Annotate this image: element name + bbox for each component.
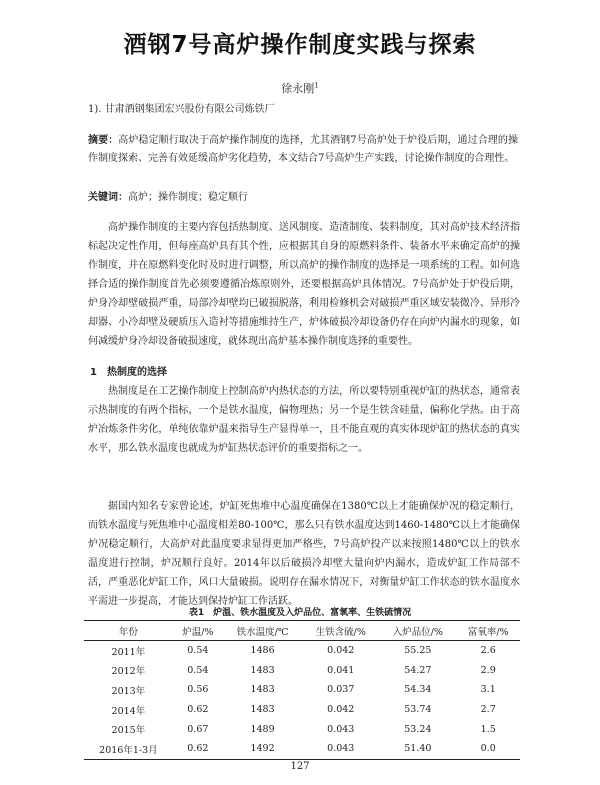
abstract xyxy=(88,132,518,168)
table-header-cell: 富氧率/% xyxy=(467,626,509,638)
intro-body xyxy=(88,218,520,351)
section-heading: 1 热制度的选择 xyxy=(90,367,167,378)
table-cell: 1483 xyxy=(250,664,275,676)
keywords xyxy=(88,188,248,203)
table-cell: 0.67 xyxy=(187,723,209,735)
table-header-cell: 铁水温度/℃ xyxy=(236,626,289,638)
paper-title: 酒钢7号高炉操作制度实践与探索 xyxy=(123,32,477,58)
table-cell: 1483 xyxy=(250,684,275,696)
page-number: 127 xyxy=(290,761,310,772)
abstract-label: 摘要： xyxy=(88,135,119,146)
table-cell: 1489 xyxy=(250,723,275,735)
table-row xyxy=(84,680,520,700)
author-affiliation-mark: 1 xyxy=(314,81,319,90)
keywords-text: 高炉；操作制度；稳定顺行 xyxy=(128,192,248,203)
table-header-cell: 生铁含硫/% xyxy=(315,626,366,638)
table-cell: 2014年 xyxy=(111,705,146,717)
table-cell: 2013年 xyxy=(111,685,146,697)
data-table xyxy=(84,620,520,760)
table-header-cell: 年份 xyxy=(118,626,138,638)
table-cell: 2015年 xyxy=(111,725,146,737)
table-cell: 51.40 xyxy=(404,743,432,755)
table-cell: 1486 xyxy=(250,645,275,657)
table-cell: 2016年1-3月 xyxy=(99,744,158,756)
keywords-label: 关键词： xyxy=(88,192,128,203)
section-paragraph-1: 热制度是在工艺操作制度上控制高炉内热状态的方法，所以要特别重视炉缸的热状态，通常表示热制度的有两个指标，一个是铁水温度，偏物理热；另一个是生铁含硅量，偏称化学热。由于高炉冶炼条件劣化，单纯依靠炉温来指导生产显得单一，且不能直观的真实体现炉缸的热状态的真实水平，那么铁水温度也就成为炉缸热状态评价的重要指标之一。 xyxy=(88,386,520,454)
table-cell: 0.0 xyxy=(480,743,496,755)
section-paragraph-2: 据国内知名专家曾论述，炉缸死焦堆中心温度确保在1380℃以上才能确保炉况的稳定顺行，而铁水温度与死焦堆中心温度相差80-100℃，那么只有铁水温度达到1460-1480℃以上才能确保炉况稳定顺行，大高炉对此温度要求显得更加严格些，7号高炉投产以来按照1480℃以上的铁水温度进行控制，炉况顺行良好。2014年以后破损冷却壁大量向炉内漏水，造成炉缸工作局部不活，严重恶化炉缸工作，风口大量破损。说明存在漏水情况下，对衡量炉缸工作状态的铁水温度水平需进一步提高，才能达到保持炉缸工作活跃。 xyxy=(88,501,520,607)
section-body-2 xyxy=(88,497,520,611)
table-cell: 0.043 xyxy=(327,743,355,755)
table-header-cell: 炉温/% xyxy=(182,626,214,638)
abstract-text: 高炉稳定顺行取决于高炉操作制度的选择，尤其酒钢7号高炉处于炉役后期，通过合理的操作制度探索、完善有效延缓高炉劣化趋势，本文结合7号高炉生产实践，讨论操作制度的合理性。 xyxy=(88,135,518,164)
table-row xyxy=(84,719,520,739)
table-row xyxy=(84,739,520,759)
table-cell: 54.27 xyxy=(404,664,432,676)
table-row xyxy=(84,661,520,681)
table-cell: 0.56 xyxy=(187,684,209,696)
table-header-cell: 入炉品位/% xyxy=(392,626,443,638)
table-row xyxy=(84,641,520,661)
table-cell: 53.24 xyxy=(404,723,432,735)
table-cell: 1.5 xyxy=(480,723,496,735)
table-cell: 0.54 xyxy=(187,645,209,657)
table-cell: 3.1 xyxy=(480,684,496,696)
table-row xyxy=(84,700,520,720)
author-name: 徐永刚 xyxy=(281,82,315,95)
table-cell: 0.037 xyxy=(327,684,355,696)
table-cell: 2011年 xyxy=(111,646,146,658)
table-cell: 54.34 xyxy=(404,684,432,696)
affiliation: 1). 甘肃酒钢集团宏兴股份有限公司炼铁厂 xyxy=(88,104,275,115)
table-cell: 1492 xyxy=(250,743,275,755)
table-header-row xyxy=(84,621,520,641)
table-cell: 55.25 xyxy=(404,645,432,657)
table-cell: 2.9 xyxy=(480,664,496,676)
table-cell: 2.6 xyxy=(480,645,496,657)
table-caption: 表1 炉温、铁水温度及入炉品位、富氧率、生铁硫情况 xyxy=(188,608,412,618)
table-cell: 0.54 xyxy=(187,664,209,676)
table-cell: 2.7 xyxy=(480,704,496,716)
table-cell: 0.62 xyxy=(187,704,209,716)
table-cell: 0.042 xyxy=(327,704,355,716)
table-cell: 1483 xyxy=(250,704,275,716)
table-cell: 0.62 xyxy=(187,743,209,755)
author-line xyxy=(0,80,600,96)
intro-paragraph: 高炉操作制度的主要内容包括热制度、送风制度、造渣制度、装料制度，其对高炉技术经济指标起决定性作用，但每座高炉具有其个性，应根据其自身的原燃料条件、装备水平来确定高炉的操作制度，并在原燃料变化时及时进行调整，所以高炉的操作制度的选择是一项系统的工程。如何选择合适的操作制度首先必须要遵循冶炼原则外，还要根据高炉具体情况。7号高炉处于炉役后期，炉身冷却壁破损严重，局部冷却壁均已破损脱落，利用检修机会对破损严重区域安装微冷、异形冷却器、小冷却壁及硬质压入造衬等措施维持生产，炉体破损冷却设备仍存在向炉内漏水的现象，如何减缓炉身冷却设备破损速度，就体现出高炉基本操作制度选择的重要性。 xyxy=(88,222,520,347)
table-cell: 53.74 xyxy=(404,704,432,716)
table-cell: 0.042 xyxy=(327,645,355,657)
table-cell: 0.043 xyxy=(327,723,355,735)
section-body-1 xyxy=(88,382,520,458)
table-cell: 0.041 xyxy=(327,664,355,676)
table-cell: 2012年 xyxy=(111,666,146,678)
